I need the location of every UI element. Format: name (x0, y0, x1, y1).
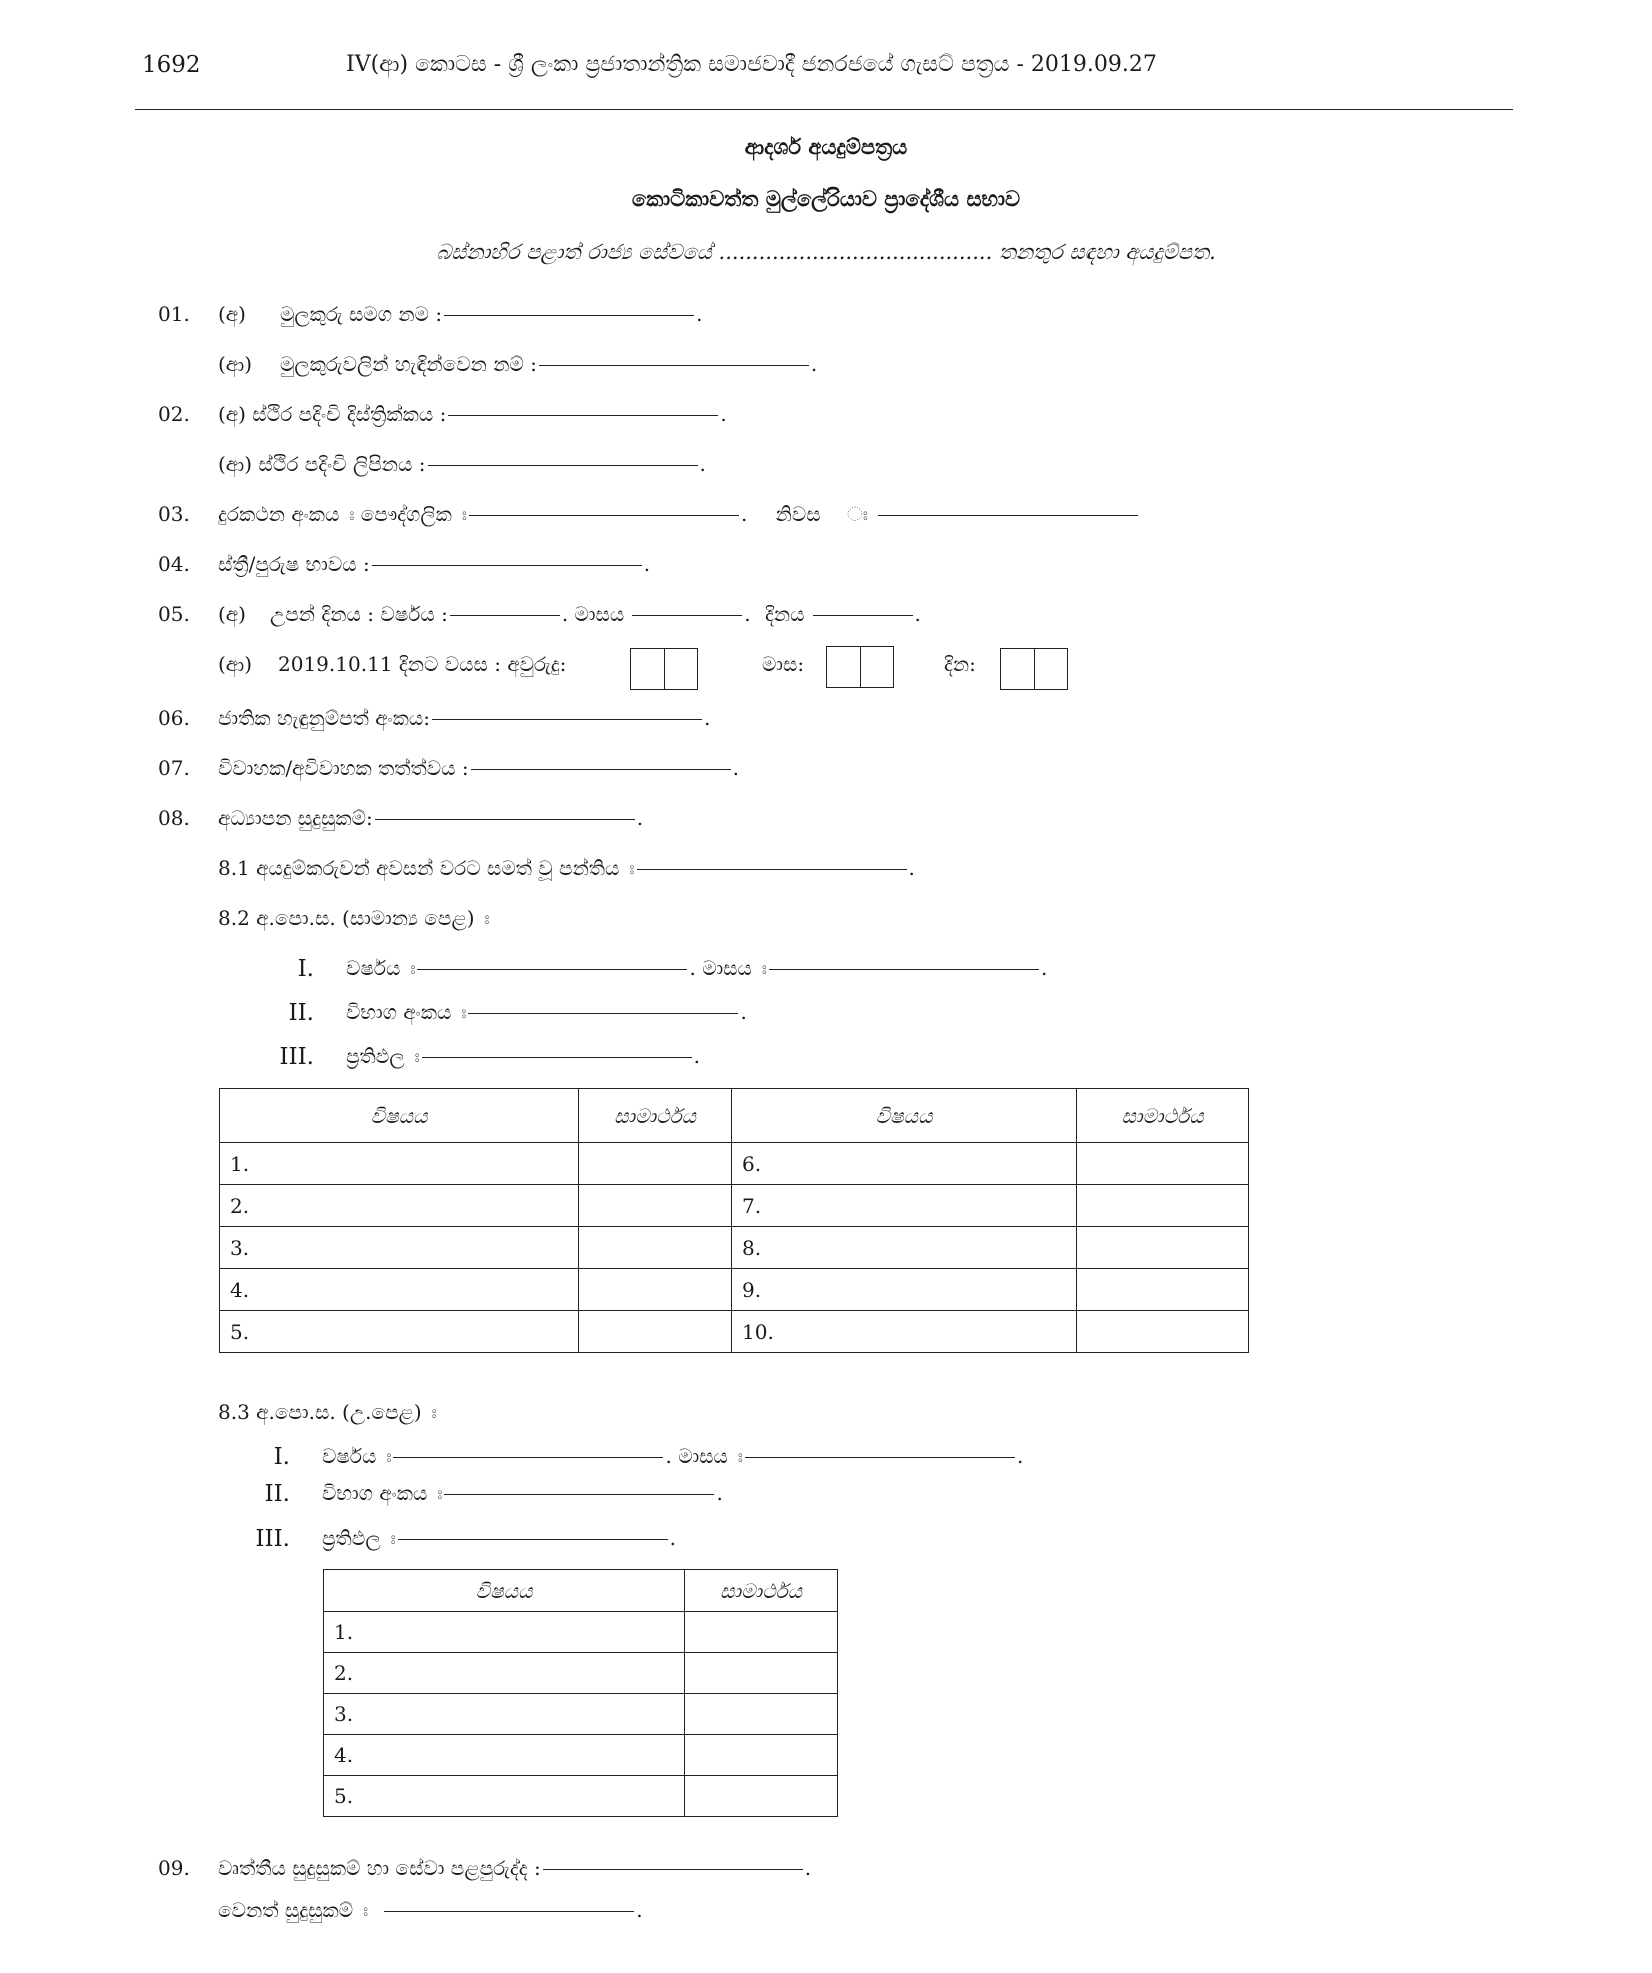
al-year-line (393, 1457, 663, 1458)
post-subtitle: බස්නාහිර පළාත් රාජ්‍ය සේවයේ ......................................... තනතුර සඳහා අයදුම්පත. (436, 240, 1216, 264)
al-month-line (745, 1457, 1015, 1458)
item-07-row: විවාහක/අවිවාහක තත්ත්වය : . (218, 756, 739, 780)
ol-year-row: වර්ෂය ඃ . මාසය ඃ . (346, 956, 1048, 980)
grade-cell[interactable] (579, 1311, 732, 1353)
item-03-personal-line (469, 515, 739, 516)
item-03-home-colon: ඃ (847, 502, 868, 526)
col-grade: සාමාර්ථය (685, 1570, 838, 1612)
grade-cell[interactable] (579, 1185, 732, 1227)
item-09-row: වෘත්තීය සුදුසුකම් හා සේවා පළපුරුද්ද : . (218, 1856, 812, 1880)
grade-cell[interactable] (1077, 1227, 1249, 1269)
grade-cell[interactable] (579, 1269, 732, 1311)
subject-cell[interactable]: 2. (220, 1185, 579, 1227)
age-months-box[interactable] (826, 646, 894, 688)
grade-cell[interactable] (685, 1776, 838, 1817)
item-05-number: 05. (158, 602, 190, 626)
item-09-line (543, 1869, 803, 1870)
col-grade-1: සාමාර්ථය (579, 1089, 732, 1143)
subject-cell[interactable]: 8. (732, 1227, 1077, 1269)
ol-index-label: විභාග අංකය ඃ (346, 1000, 467, 1024)
ol-index-row: විභාග අංකය ඃ . (346, 1000, 747, 1024)
al-year-row: වර්ෂය ඃ . මාසය ඃ . (322, 1444, 1024, 1468)
item-08-line (375, 819, 635, 820)
item-08-row: අධ්‍යාපන සුදුසුකම්: . (218, 806, 644, 830)
subject-cell[interactable]: 5. (324, 1776, 685, 1817)
item-03-label: දුරකථන අංකය ඃ පෞද්ගලික ඃ (218, 502, 467, 526)
grade-cell[interactable] (685, 1612, 838, 1653)
al-result-row: ප්‍රතිඵල ඃ . (322, 1526, 677, 1550)
item-01b-label: මුලකුරුවලින් හැඳින්වෙන නම් : (280, 352, 537, 376)
table-row (324, 1612, 838, 1653)
table-row (324, 1735, 838, 1776)
table-row (324, 1694, 838, 1735)
item-08-number: 08. (158, 806, 190, 830)
grade-cell[interactable] (579, 1143, 732, 1185)
item-04-row: ස්ත්‍රී/පුරුෂ භාවය : . (218, 552, 651, 576)
al-results-table (323, 1569, 838, 1817)
item-06-line (432, 719, 702, 720)
item-09b-row: වෙනත් සුදුසුකම් ඃ . (218, 1898, 643, 1922)
item-02b-label: (ආ) ස්ථිර පදිංචි ලිපිනය : (218, 452, 426, 476)
item-01a-row: මුලකුරු සමග නම : . (280, 302, 703, 326)
item-01a-label: මුලකුරු සමග නම : (280, 302, 443, 326)
subject-cell[interactable]: 7. (732, 1185, 1077, 1227)
item-05b-row (278, 652, 566, 676)
ol-month-line (769, 969, 1039, 970)
item-07-label: විවාහක/අවිවාහක තත්ත්වය : (218, 756, 469, 780)
council-title: කොටිකාවත්ත මුල්ලේරියාව ප්‍රාදේශීය සභාව (631, 186, 1021, 211)
item-02b-row: (ආ) ස්ථිර පදිංචි ලිපිනය : . (218, 452, 706, 476)
subject-cell[interactable]: 3. (324, 1694, 685, 1735)
item-05a-month-label: මාසය (574, 602, 625, 626)
item-04-line (372, 565, 642, 566)
ol-year-line (417, 969, 687, 970)
item-01b-label-marker: (ආ) (218, 352, 253, 376)
table-header-row (324, 1570, 838, 1612)
al-roman-2: II. (264, 1481, 290, 1507)
al-roman-1: I. (273, 1444, 290, 1470)
ol-result-label: ප්‍රතිඵල ඃ (346, 1044, 420, 1068)
ol-result-row: ප්‍රතිඵල ඃ . (346, 1044, 701, 1068)
item-04-number: 04. (158, 552, 190, 576)
col-subject-1: විෂයය (220, 1089, 579, 1143)
al-index-row: විභාග අංකය ඃ . (322, 1481, 723, 1505)
item-05b-marker: (ආ) (218, 652, 253, 676)
item-02a-row: (අ) ස්ථිර පදිංචි දිස්ත්‍රික්කය : . (218, 402, 727, 426)
age-days-label: දින: (944, 652, 976, 676)
item-05a-label: උපන් දිනය : වර්ෂය : (270, 602, 448, 626)
item-03-row: දුරකථන අංකය ඃ පෞද්ගලික ඃ . නිවස ඃ (218, 502, 1140, 526)
ol-year-label: වර්ෂය ඃ (346, 956, 416, 980)
grade-cell[interactable] (1077, 1143, 1249, 1185)
age-months-label: මාස: (762, 652, 805, 676)
al-index-line (444, 1494, 714, 1495)
ol-roman-1: I. (297, 956, 314, 982)
grade-cell[interactable] (685, 1735, 838, 1776)
table-header-row (220, 1089, 1249, 1143)
grade-cell[interactable] (1077, 1185, 1249, 1227)
item-01b-line (539, 365, 809, 366)
al-year-label: වර්ෂය ඃ (322, 1444, 392, 1468)
ol-month-label: මාසය ඃ (702, 956, 767, 980)
subject-cell[interactable]: 5. (220, 1311, 579, 1353)
item-81-row: 8.1 අයදුම්කරුවන් අවසන් වරට සමත් වූ පන්තිය ඃ . (218, 856, 915, 880)
running-title: IV(ආ) කොටස - ශ්‍රී ලංකා ප්‍රජාතාන්ත්‍රික සමාජවාදී ජනරජයේ ගැසට් පත්‍රය - 2019.09.27 (346, 52, 1157, 77)
item-06-row: ජාතික හැඳුනුම්පත් අංකය: . (218, 706, 711, 730)
item-01b-row: මුලකුරුවලින් හැඳින්වෙන නම් : . (280, 352, 818, 376)
item-83-label: 8.3 අ.පො.ස. (උ.පෙළ) ඃ (218, 1400, 437, 1424)
subject-cell[interactable]: 6. (732, 1143, 1077, 1185)
age-years-box[interactable] (630, 648, 698, 690)
page-number: 1692 (142, 52, 201, 78)
item-02-number: 02. (158, 402, 190, 426)
item-05a-day-line (813, 615, 913, 616)
subject-cell[interactable]: 4. (324, 1735, 685, 1776)
ol-roman-3: III. (279, 1044, 314, 1070)
ol-results-table (219, 1088, 1249, 1353)
item-02a-label: (අ) ස්ථිර පදිංචි දිස්ත්‍රික්කය : (218, 402, 447, 426)
item-01-number: 01. (158, 302, 190, 326)
item-03-home-line (878, 515, 1138, 516)
form-title: ආදර්ශ අයදුම්පත්‍රය (744, 134, 908, 159)
subject-cell[interactable]: 2. (324, 1653, 685, 1694)
item-09b-label: වෙනත් සුදුසුකම් ඃ (218, 1898, 369, 1922)
item-05b-label: 2019.10.11 දිනට වයස : අවුරුදු: (278, 652, 567, 676)
age-days-box[interactable] (1000, 648, 1068, 690)
table-row (324, 1776, 838, 1817)
item-03-number: 03. (158, 502, 190, 526)
item-05a-month-line (632, 615, 742, 616)
item-05a-year-line (450, 615, 560, 616)
item-05a-marker: (අ) (218, 602, 246, 626)
table-row (220, 1269, 1249, 1311)
subject-cell[interactable]: 9. (732, 1269, 1077, 1311)
col-subject: විෂයය (324, 1570, 685, 1612)
al-result-line (398, 1539, 668, 1540)
item-07-number: 07. (158, 756, 190, 780)
al-month-label: මාසය ඃ (678, 1444, 743, 1468)
table-row (220, 1311, 1249, 1353)
subject-cell[interactable]: 10. (732, 1311, 1077, 1353)
al-roman-3: III. (255, 1526, 290, 1552)
ol-roman-2: II. (288, 1000, 314, 1026)
item-81-line (637, 869, 907, 870)
item-03-home-label: නිවස (775, 502, 821, 526)
grade-cell[interactable] (579, 1227, 732, 1269)
item-02b-line (428, 465, 698, 466)
item-01a-line (444, 315, 694, 316)
ol-result-line (422, 1057, 692, 1058)
col-grade-2: සාමාර්ථය (1077, 1089, 1249, 1143)
item-81-label: 8.1 අයදුම්කරුවන් අවසන් වරට සමත් වූ පන්තිය ඃ (218, 856, 635, 880)
item-08-label: අධ්‍යාපන සුදුසුකම්: (218, 806, 373, 830)
grade-cell[interactable] (685, 1694, 838, 1735)
item-05a-day-label: දිනය (765, 602, 805, 626)
subject-cell[interactable]: 1. (324, 1612, 685, 1653)
col-subject-2: විෂයය (732, 1089, 1077, 1143)
header-rule (135, 109, 1513, 110)
item-04-label: ස්ත්‍රී/පුරුෂ භාවය : (218, 552, 370, 576)
item-02a-line (448, 415, 718, 416)
ol-index-line (468, 1013, 738, 1014)
grade-cell[interactable] (685, 1653, 838, 1694)
grade-cell[interactable] (1077, 1311, 1249, 1353)
item-06-label: ජාතික හැඳුනුම්පත් අංකය: (218, 706, 430, 730)
item-09-number: 09. (158, 1856, 190, 1880)
item-09-label: වෘත්තීය සුදුසුකම් හා සේවා පළපුරුද්ද : (218, 1856, 541, 1880)
item-05a-row: උපන් දිනය : වර්ෂය : . මාසය . දිනය . (270, 602, 921, 626)
grade-cell[interactable] (1077, 1269, 1249, 1311)
table-row (220, 1185, 1249, 1227)
subject-cell[interactable]: 4. (220, 1269, 579, 1311)
table-row (220, 1143, 1249, 1185)
item-07-line (471, 769, 731, 770)
item-82-label: 8.2 අ.පො.ස. (සාමාන්‍ය පෙළ) ඃ (218, 906, 490, 930)
table-row (324, 1653, 838, 1694)
table-row (220, 1227, 1249, 1269)
item-01a-label-marker: (අ) (218, 302, 246, 326)
item-09b-line (384, 1911, 634, 1912)
subject-cell[interactable]: 3. (220, 1227, 579, 1269)
item-06-number: 06. (158, 706, 190, 730)
al-index-label: විභාග අංකය ඃ (322, 1481, 443, 1505)
al-result-label: ප්‍රතිඵල ඃ (322, 1526, 396, 1550)
subject-cell[interactable]: 1. (220, 1143, 579, 1185)
